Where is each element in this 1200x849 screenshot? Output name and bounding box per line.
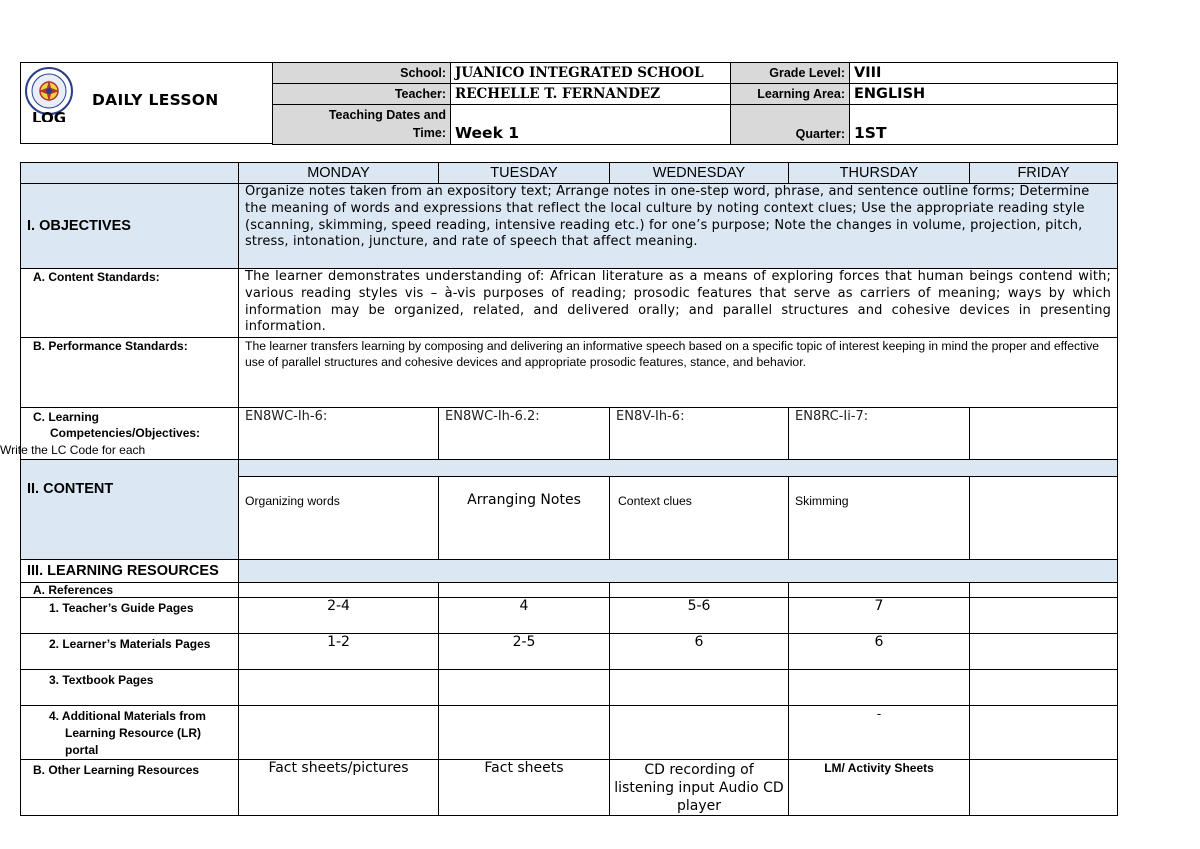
lc-code-friday: [970, 408, 1118, 460]
references-label: A. References: [21, 583, 239, 598]
objectives-text: Organize notes taken from an expository text; Arrange notes in one-step word, phrase, and sentence outline forms; Determine the meaning of words and expressions that reflect the local culture by noting context clues; Use the appropriate reading style (scanning, skimming, speed reading, intensive reading etc.) for one’s purpose; Note the changes in volume, projection, pitch, stress, intonation, juncture, and rate of speech that affect meaning.: [239, 184, 1118, 269]
learners-materials-label: 2. Learner’s Materials Pages: [21, 634, 239, 670]
references-wednesday: [610, 583, 789, 598]
lc-code-note: Write the LC Code for each: [0, 443, 146, 457]
teaching-dates-label: [273, 105, 451, 145]
day-friday: FRIDAY: [970, 163, 1118, 184]
teacher-value: RECHELLE T. FERNANDEZ: [451, 84, 731, 105]
additional-materials-label-line3: portal: [65, 743, 99, 757]
additional-materials-label: [21, 706, 239, 760]
competencies-label-line2: Competencies/Objectives:: [50, 426, 201, 440]
content-spacer-row: [239, 460, 1118, 477]
content-topic-monday: Organizing words: [239, 477, 439, 560]
learning-resources-band: [239, 560, 1118, 583]
content-topic-thursday: Skimming: [789, 477, 970, 560]
references-tuesday: [439, 583, 610, 598]
other-resources-label: B. Other Learning Resources: [21, 760, 239, 816]
other-resources-monday: Fact sheets/pictures: [239, 760, 439, 816]
additional-tuesday: [439, 706, 610, 760]
tb-pages-tuesday: [439, 670, 610, 706]
other-resources-thursday: LM/ Activity Sheets: [789, 760, 970, 816]
corner-cell: [21, 163, 239, 184]
lesson-log-table: [20, 162, 1118, 816]
teaching-dates-value: Week 1: [451, 105, 731, 145]
lm-pages-tuesday: 2-5: [439, 634, 610, 670]
grade-level-label: Grade Level:: [731, 63, 850, 84]
lm-pages-thursday: 6: [789, 634, 970, 670]
day-monday: MONDAY: [239, 163, 439, 184]
additional-materials-label-line1: 4. Additional Materials from: [49, 709, 206, 723]
additional-wednesday: [610, 706, 789, 760]
lc-code-thursday: EN8RC-Ii-7:: [789, 408, 970, 460]
content-topic-wednesday: Context clues: [610, 477, 789, 560]
additional-thursday: -: [789, 706, 970, 760]
content-label: II. CONTENT: [21, 460, 239, 560]
tb-pages-wednesday: [610, 670, 789, 706]
teaching-dates-label-line2: Time:: [412, 126, 446, 140]
teaching-dates-label-line1: Teaching Dates and: [328, 108, 446, 122]
learning-area-value: ENGLISH: [850, 84, 1118, 105]
other-resources-friday: [970, 760, 1118, 816]
tb-pages-thursday: [789, 670, 970, 706]
performance-standards-text: The learner transfers learning by composing and delivering an informative speech based on a specific topic of interest keeping in mind the proper and effective use of parallel structures and cohesive devices and appropriate prosodic features, stance, and behavior.: [239, 338, 1118, 408]
tg-pages-monday: 2-4: [239, 598, 439, 634]
learning-area-label: Learning Area:: [731, 84, 850, 105]
day-tuesday: TUESDAY: [439, 163, 610, 184]
objectives-label: I. OBJECTIVES: [21, 184, 239, 269]
additional-friday: [970, 706, 1118, 760]
learning-resources-label: III. LEARNING RESOURCES: [21, 560, 239, 583]
day-thursday: THURSDAY: [789, 163, 970, 184]
quarter-label: Quarter:: [731, 105, 850, 145]
references-monday: [239, 583, 439, 598]
tg-pages-tuesday: 4: [439, 598, 610, 634]
tg-pages-wednesday: 5-6: [610, 598, 789, 634]
grade-level-value: VIII: [850, 63, 1118, 84]
other-resources-tuesday: Fact sheets: [439, 760, 610, 816]
header-block: [20, 62, 1117, 144]
lesson-title: DAILY LESSON: [92, 91, 219, 109]
other-resources-wednesday: CD recording of listening input Audio CD player: [610, 760, 789, 816]
lc-code-wednesday: EN8V-Ih-6:: [610, 408, 789, 460]
content-standards-label: A. Content Standards:: [21, 269, 239, 338]
tb-pages-monday: [239, 670, 439, 706]
competencies-label-line1: C. Learning: [33, 410, 100, 424]
day-wednesday: WEDNESDAY: [610, 163, 789, 184]
deped-seal-logo: [24, 66, 74, 116]
teacher-label: Teacher:: [273, 84, 451, 105]
school-value: JUANICO INTEGRATED SCHOOL: [451, 63, 731, 84]
header-table: [272, 62, 1118, 145]
performance-standards-label: B. Performance Standards:: [21, 338, 239, 408]
lc-code-monday: EN8WC-Ih-6:: [239, 408, 439, 460]
lm-pages-monday: 1-2: [239, 634, 439, 670]
school-label: School:: [273, 63, 451, 84]
teachers-guide-label: 1. Teacher’s Guide Pages: [21, 598, 239, 634]
quarter-value: 1ST: [850, 105, 1118, 145]
lc-code-tuesday: EN8WC-Ih-6.2:: [439, 408, 610, 460]
content-standards-text: The learner demonstrates understanding of: African literature as a means of exploring forces that human beings contend with; various reading styles vis – à-vis purposes of reading; prosodic features that serve as carriers of meaning; ways by which information may be organized, related, and delivered orally; and parallel structures and cohesive devices in presenting information.: [239, 269, 1118, 338]
additional-materials-label-line2: Learning Resource (LR): [65, 726, 202, 740]
tg-pages-friday: [970, 598, 1118, 634]
lesson-title-wrap: LOG: [32, 111, 67, 122]
tg-pages-thursday: 7: [789, 598, 970, 634]
lm-pages-friday: [970, 634, 1118, 670]
content-topic-tuesday: Arranging Notes: [439, 477, 610, 560]
content-topic-friday: [970, 477, 1118, 560]
additional-monday: [239, 706, 439, 760]
lm-pages-wednesday: 6: [610, 634, 789, 670]
textbook-pages-label: 3. Textbook Pages: [21, 670, 239, 706]
references-thursday: [789, 583, 970, 598]
tb-pages-friday: [970, 670, 1118, 706]
references-friday: [970, 583, 1118, 598]
